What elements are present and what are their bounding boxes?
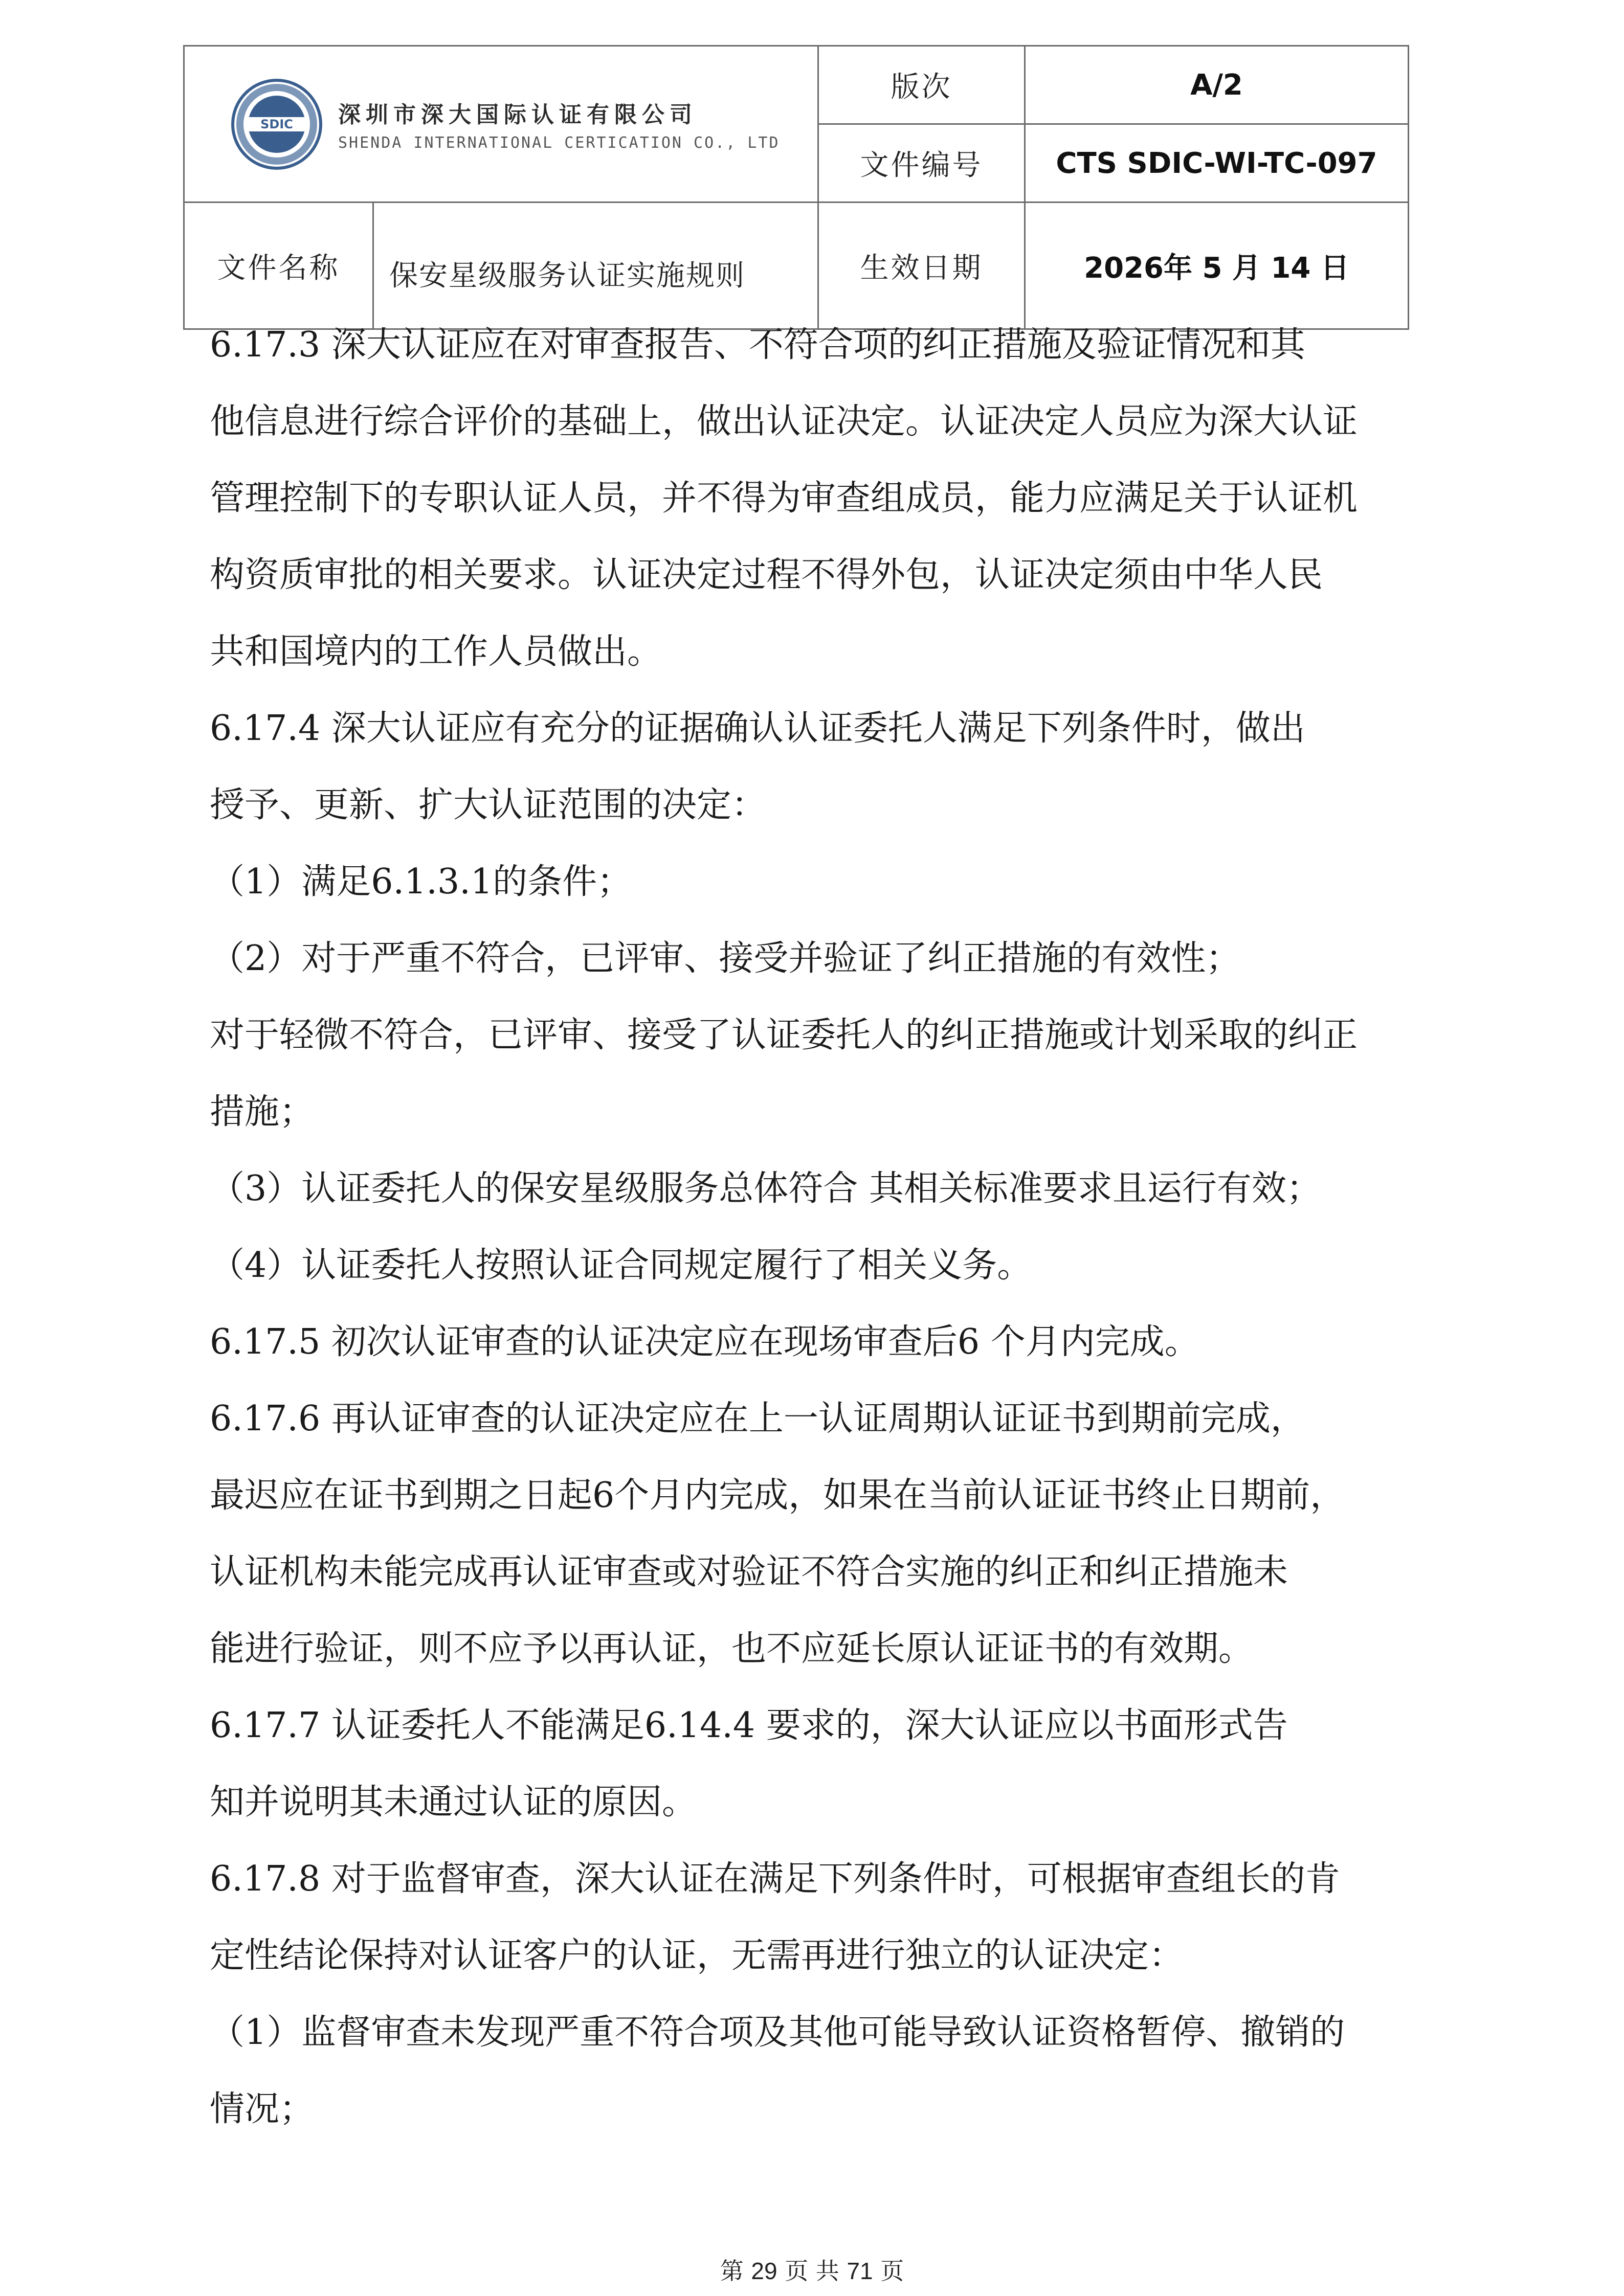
body-line: 定性结论保持对认证客户的认证，无需再进行独立的认证决定： bbox=[210, 1935, 1184, 1976]
company-name-en: SHENDA INTERNATIONAL CERTICATION CO., LTD bbox=[338, 134, 780, 152]
document-header-table bbox=[183, 45, 1409, 330]
body-line: 共和国境内的工作人员做出。 bbox=[210, 632, 662, 672]
doc-name-value: 保安星级服务认证实施规则 bbox=[373, 202, 818, 329]
page-footer bbox=[0, 2253, 1624, 2286]
body-line: 情况； bbox=[210, 2089, 315, 2129]
body-line: 他信息进行综合评价的基础上，做出认证决定。认证决定人员应为深大认证 bbox=[210, 401, 1358, 442]
body-line: 6.17.5 初次认证审查的认证决定应在现场审查后6 个月内完成。 bbox=[210, 1322, 1199, 1362]
body-line: 知并说明其未通过认证的原因。 bbox=[210, 1782, 697, 1822]
document-body bbox=[210, 307, 1488, 2148]
body-line: 对于轻微不符合，已评审、接受了认证委托人的纠正措施或计划采取的纠正 bbox=[210, 1015, 1358, 1055]
body-line: 措施； bbox=[210, 1092, 315, 1132]
body-line: 6.17.4 深大认证应有充分的证据确认认证委托人满足下列条件时，做出 bbox=[210, 708, 1305, 749]
footer-middle: 页 共 bbox=[785, 2257, 839, 2285]
body-line: 最迟应在证书到期之日起6个月内完成，如果在当前认证证书终止日期前， bbox=[210, 1475, 1345, 1516]
body-line: 6.17.7 认证委托人不能满足6.14.4 要求的，深大认证应以书面形式告 bbox=[210, 1705, 1288, 1746]
body-line: 构资质审批的相关要求。认证决定过程不得外包，认证决定须由中华人民 bbox=[210, 555, 1323, 595]
total-pages: 71 bbox=[847, 2258, 873, 2284]
doc-name-label: 文件名称 bbox=[184, 202, 373, 329]
edition-value: A/2 bbox=[1025, 46, 1409, 124]
body-line: 管理控制下的专职认证人员，并不得为审查组成员，能力应满足关于认证机 bbox=[210, 478, 1358, 519]
footer-prefix: 第 bbox=[720, 2257, 744, 2285]
body-line: （4）认证委托人按照认证合同规定履行了相关义务。 bbox=[210, 1245, 1032, 1286]
body-line: 6.17.8 对于监督审查，深大认证在满足下列条件时，可根据审查组长的肯 bbox=[210, 1859, 1340, 1899]
body-line: （1）满足6.1.3.1的条件； bbox=[210, 862, 632, 902]
body-line: 6.17.3 深大认证应在对审查报告、不符合项的纠正措施及验证情况和其 bbox=[210, 325, 1305, 365]
body-line: 能进行验证，则不应予以再认证，也不应延长原认证证书的有效期。 bbox=[210, 1629, 1254, 1669]
footer-suffix: 页 bbox=[880, 2257, 904, 2285]
body-line: （3）认证委托人的保安星级服务总体符合 其相关标准要求且运行有效； bbox=[210, 1168, 1321, 1209]
body-line: （1）监督审查未发现严重不符合项及其他可能导致认证资格暂停、撤销的 bbox=[210, 2012, 1345, 2053]
svg-text:SDIC: SDIC bbox=[260, 117, 293, 131]
company-name-cn: 深圳市深大国际认证有限公司 bbox=[338, 102, 697, 128]
page-number: 29 bbox=[751, 2258, 777, 2284]
doc-number-value: CTS SDIC-WI-TC-097 bbox=[1025, 124, 1409, 202]
body-line: 6.17.6 再认证审查的认证决定应在上一认证周期认证证书到期前完成， bbox=[210, 1399, 1305, 1439]
company-logo-cell bbox=[184, 46, 818, 202]
sdic-logo-icon bbox=[231, 78, 323, 170]
edition-label: 版次 bbox=[818, 46, 1025, 124]
body-line: 授予、更新、扩大认证范围的决定： bbox=[210, 785, 767, 825]
doc-number-label: 文件编号 bbox=[818, 124, 1025, 202]
body-line: （2）对于严重不符合，已评审、接受并验证了纠正措施的有效性； bbox=[210, 938, 1241, 979]
effective-date-value: 2026年 5 月 14 日 bbox=[1025, 202, 1409, 329]
effective-date-label: 生效日期 bbox=[818, 202, 1025, 329]
body-line: 认证机构未能完成再认证审查或对验证不符合实施的纠正和纠正措施未 bbox=[210, 1552, 1288, 1592]
